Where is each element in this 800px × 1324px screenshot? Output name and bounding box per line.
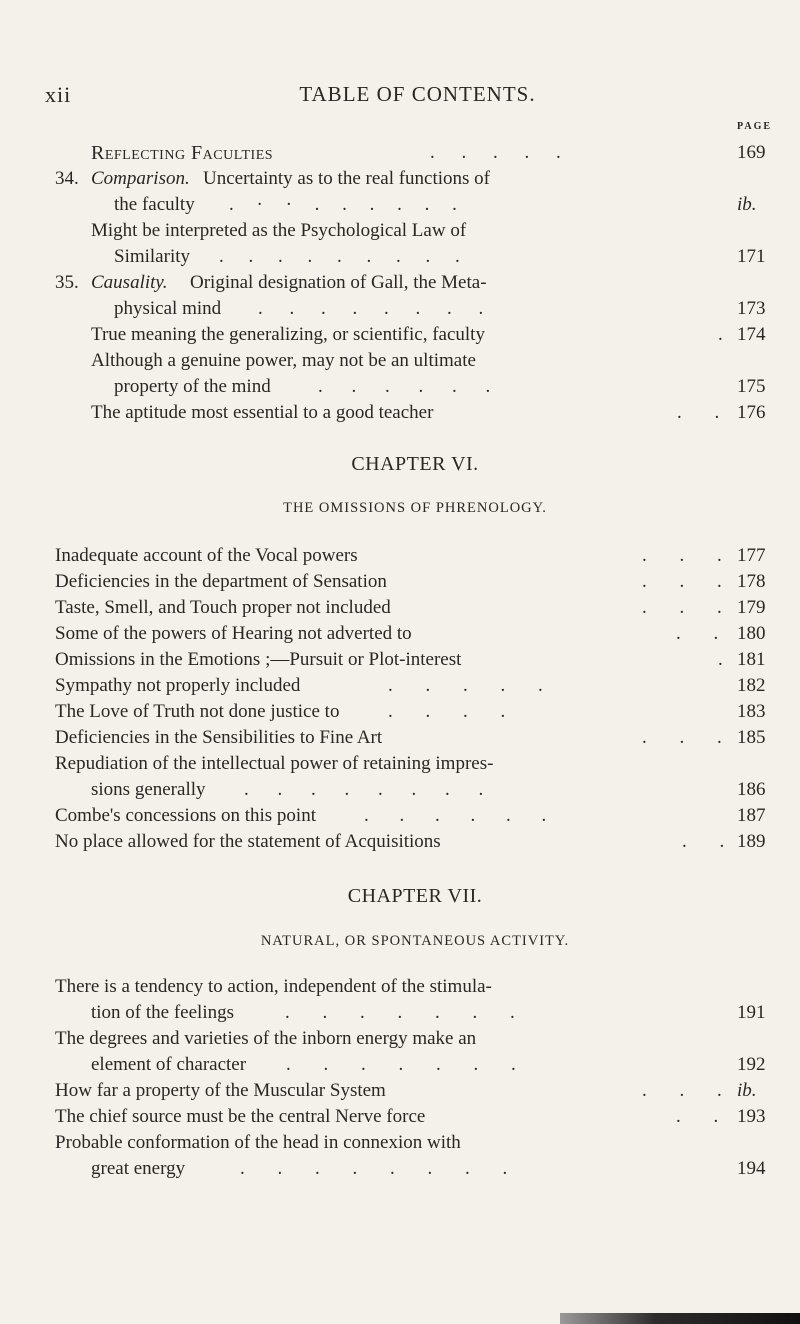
leader-dots: . . . . . . . . — [240, 1158, 522, 1179]
entry-page: 169 — [737, 142, 766, 163]
leader-dots: . . . . . . — [318, 376, 503, 397]
leader-dots: . — [718, 649, 723, 670]
leader-dots: . . . . . — [430, 142, 572, 163]
entry-page: 171 — [737, 246, 766, 267]
entry-page: ib. — [737, 194, 757, 215]
entry-page: 178 — [737, 571, 766, 592]
entry-text: Might be interpreted as the Psychological Law of — [91, 220, 467, 241]
entry-page: 182 — [737, 675, 766, 696]
entry-page: 179 — [737, 597, 766, 618]
entry-text: great energy — [91, 1158, 186, 1179]
leader-dots: . . . . . . . . . — [219, 246, 470, 267]
leader-dots: . . . . . . . — [286, 1054, 530, 1075]
leader-dots: . · · . . . . . . — [229, 194, 466, 215]
page-column-label: PAGE — [737, 121, 773, 132]
leader-dots: . . . — [642, 597, 736, 618]
entry-text: sions generally — [91, 779, 206, 800]
leader-dots: . . . . . . . — [285, 1002, 529, 1023]
entry-text: How far a property of the Muscular System — [55, 1080, 386, 1101]
entry-text: physical mind — [114, 298, 222, 319]
entry-text: The chief source must be the central Nerve force — [55, 1106, 426, 1127]
entry-text: Inadequate account of the Vocal powers — [55, 545, 358, 566]
entry-text: Probable conformation of the head in connexion with — [55, 1132, 461, 1153]
entry-page: 191 — [737, 1002, 766, 1023]
entry-page: 173 — [737, 298, 766, 319]
entry-page: 194 — [737, 1158, 766, 1179]
leader-dots: . . . . . — [388, 675, 557, 696]
entry-text: Omissions in the Emotions ;—Pursuit or Plot-interest — [55, 649, 462, 670]
entry-text: Deficiencies in the department of Sensation — [55, 571, 387, 592]
entry-page: 189 — [737, 831, 766, 852]
leader-dots: . . . . . . — [364, 805, 560, 826]
chapter-subtitle: THE OMISSIONS OF PHRENOLOGY. — [283, 500, 547, 516]
chapter-heading: CHAPTER VII. — [347, 885, 483, 907]
entry-text: Deficiencies in the Sensibilities to Fine Art — [55, 727, 383, 748]
entry-page: 185 — [737, 727, 766, 748]
entry-text: Some of the powers of Hearing not adverted to — [55, 623, 412, 644]
entry-text: The Love of Truth not done justice to — [55, 701, 340, 722]
leader-dots: . . — [682, 831, 739, 852]
leader-dots: . . . . . . . . — [244, 779, 496, 800]
toc-entry — [0, 831, 800, 861]
entry-text: Uncertainty as to the real functions of — [203, 168, 491, 189]
entry-text: Similarity — [114, 246, 190, 267]
toc-entry — [0, 1158, 800, 1188]
entry-text: Taste, Smell, and Touch proper not included — [55, 597, 391, 618]
leader-dots: . . . — [642, 1080, 736, 1101]
leader-dots: . . . — [642, 727, 736, 748]
entry-text: Repudiation of the intellectual power of retaining impres- — [55, 753, 494, 774]
entry-text: the faculty — [114, 194, 195, 215]
entry-number: 35. — [55, 272, 79, 293]
scan-edge-shadow — [560, 1313, 800, 1324]
chapter-subtitle: NATURAL, OR SPONTANEOUS ACTIVITY. — [260, 933, 570, 949]
chapter-heading: CHAPTER VI. — [351, 453, 479, 475]
entry-page: 187 — [737, 805, 766, 826]
page-number: xii — [45, 82, 72, 107]
entry-text: No place allowed for the statement of Acquisitions — [55, 831, 441, 852]
entry-text: The aptitude most essential to a good teacher — [91, 402, 434, 423]
entry-page: 183 — [737, 701, 766, 722]
entry-text: The degrees and varieties of the inborn energy make an — [55, 1028, 477, 1049]
leader-dots: . . . — [642, 545, 736, 566]
page-title: TABLE OF CONTENTS. — [299, 82, 536, 106]
entry-text: Combe's concessions on this point — [55, 805, 316, 826]
entry-page: 177 — [737, 545, 766, 566]
leader-dots: . . — [676, 1106, 733, 1127]
toc-entry — [0, 402, 800, 432]
running-head — [0, 82, 800, 112]
leader-dots: . . — [676, 623, 733, 644]
entry-page: ib. — [737, 1080, 757, 1101]
entry-text: Although a genuine power, may not be an ultimate — [91, 350, 476, 371]
entry-text: tion of the feelings — [91, 1002, 234, 1023]
entry-italic: Causality. — [91, 272, 168, 293]
entry-page: 186 — [737, 779, 766, 800]
leader-dots: . . . . — [388, 701, 520, 722]
leader-dots: . . . — [642, 571, 736, 592]
entry-text: Sympathy not properly included — [55, 675, 301, 696]
entry-number: 34. — [55, 168, 79, 189]
leader-dots: . . . . . . . . — [258, 298, 495, 319]
entry-text: Original designation of Gall, the Meta- — [190, 272, 487, 293]
entry-page: 175 — [737, 376, 766, 397]
entry-page: 192 — [737, 1054, 766, 1075]
entry-page: 174 — [737, 324, 766, 345]
entry-text: element of character — [91, 1054, 247, 1075]
entry-text: There is a tendency to action, independent of the stimula- — [55, 976, 492, 997]
leader-dots: . — [718, 324, 723, 345]
entry-italic: Comparison. — [91, 168, 190, 189]
entry-page: 180 — [737, 623, 766, 644]
entry-text: True meaning the generalizing, or scientific, faculty — [91, 324, 485, 345]
entry-page: 176 — [737, 402, 766, 423]
leader-dots: . . — [677, 402, 734, 423]
entry-page: 181 — [737, 649, 766, 670]
entry-text: property of the mind — [114, 376, 271, 397]
entry-text: Reflecting Faculties — [91, 142, 274, 164]
entry-page: 193 — [737, 1106, 766, 1127]
